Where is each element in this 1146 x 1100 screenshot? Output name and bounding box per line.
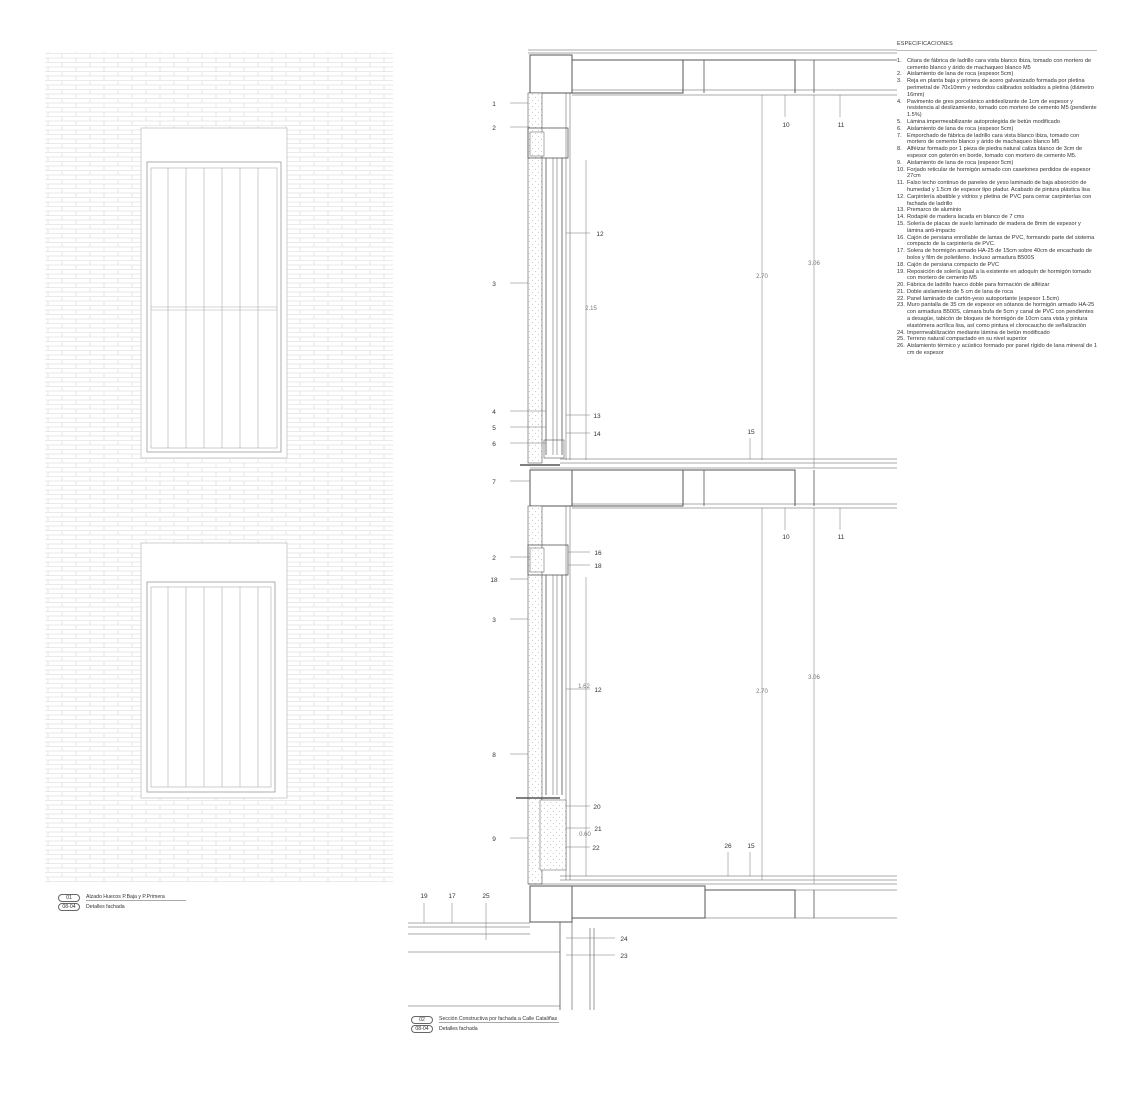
- specification-number: 20.: [897, 282, 905, 289]
- specification-item: [897, 289, 1097, 296]
- label-left-7: 7: [492, 479, 496, 486]
- specification-text: Pavimento de gres porcelánico antideslizante de 1cm de espesor y resistencia al deslizamiento, tomado con mortero de cemento M5 (pendiente 1.5%): [907, 98, 1097, 119]
- specification-item: [897, 221, 1097, 235]
- specification-text: Emporchado de fábrica de ladrillo cara vista blanco ibiza, tomado con mortero de cemento blanco y árido de machaqueo blanco M5: [907, 132, 1080, 146]
- specification-number: 6.: [897, 125, 902, 132]
- ground-slab: [528, 876, 897, 922]
- specification-number: 12.: [897, 193, 905, 200]
- specification-number: 11.: [897, 180, 905, 187]
- specification-number: 25.: [897, 336, 905, 343]
- label-left-3b: 3: [492, 617, 496, 624]
- specification-number: 21.: [897, 288, 905, 295]
- specification-text: Cajón de persiana enrollable de lamas de PVC, formando parte del sistema compacto de la carpintería de PVC.: [907, 234, 1095, 248]
- specification-text: Falso techo continuo de paneles de yeso laminado de baja absorción de humedad y 1.5cm de espesor tipo pladur. Acabado de pintura plástica lisa: [907, 180, 1090, 193]
- specification-item: [897, 262, 1097, 269]
- specification-number: 14.: [897, 214, 905, 221]
- caption-subtitle: Detalles fachada: [439, 1025, 478, 1032]
- specification-item: [897, 119, 1097, 126]
- specification-text: Terreno natural compactado en su nivel superior: [907, 336, 1027, 343]
- caption-section: [411, 1015, 559, 1033]
- label-left-6: 6: [492, 441, 496, 448]
- caption-sheet: 08-04: [411, 1025, 433, 1033]
- label-floor-10: 10: [782, 122, 790, 129]
- label-left-18: 18: [490, 577, 498, 584]
- lower-window: [141, 543, 287, 798]
- label-bottom-24: 24: [620, 936, 628, 943]
- label-bottom-23: 23: [620, 953, 628, 960]
- label-inner-22: 22: [592, 845, 600, 852]
- caption-subtitle: Detalles fachada: [86, 903, 125, 910]
- specification-text: Forjado reticular de hormigón armado con casetones perdidos de espesor 27cm: [907, 166, 1091, 180]
- specification-item: [897, 71, 1097, 78]
- facade-elevation: [45, 52, 393, 882]
- label-left-1: 1: [492, 101, 496, 108]
- label-bottom-25: 25: [482, 893, 490, 900]
- specification-text: Impermeabilización mediante lámina de betún modificado: [907, 329, 1050, 336]
- label-left-5: 5: [492, 425, 496, 432]
- specification-text: Aislamiento de lana de roca (espesor 5cm): [907, 71, 1014, 78]
- specification-item: [897, 146, 1097, 160]
- specification-text: Aislamiento de lana de roca (espesor 5cm): [907, 125, 1014, 132]
- dim-3-06b: 3.06: [808, 675, 820, 681]
- label-floor-15: 15: [747, 429, 755, 436]
- specification-item: [897, 126, 1097, 133]
- specification-text: Aislamiento térmico y acústico formado por panel rígido de lana mineral de 1 cm de espesor: [907, 343, 1097, 357]
- specification-item: [897, 99, 1097, 119]
- specification-text: Citara de fábrica de ladrillo cara vista blanco ibiza, tomado con mortero de cemento blanco y árido de machaqueo blanco M5: [907, 57, 1092, 71]
- specification-number: 19.: [897, 268, 905, 275]
- specification-number: 16.: [897, 234, 905, 241]
- specification-number: 13.: [897, 207, 905, 214]
- section-labels: [420, 101, 844, 960]
- dim-1-62: 1.62: [578, 684, 590, 690]
- specification-number: 26.: [897, 343, 905, 350]
- middle-slab: [530, 459, 897, 508]
- caption-title: Alzado Huecos P.Baja y P.Primera: [86, 894, 186, 901]
- dim-2-70b: 2.70: [756, 689, 768, 695]
- caption-number: 01: [58, 894, 80, 902]
- label-left-3: 3: [492, 281, 496, 288]
- specification-text: Reposición de solería igual a la existente en adoquín de hormigón tomado con mortero de cemento M5: [907, 268, 1092, 282]
- label-floor-26: 26: [724, 843, 732, 850]
- specification-text: Aislamiento de lana de roca (espesor 5cm): [907, 159, 1014, 166]
- specification-item: [897, 302, 1097, 329]
- label-left-4: 4: [492, 409, 496, 416]
- specification-item: [897, 58, 1097, 72]
- dimension-lines: [424, 95, 840, 955]
- specification-number: 7.: [897, 132, 902, 139]
- specification-text: Doble aislamiento de 5 cm de lana de roca: [907, 288, 1014, 295]
- dim-2-70: 2.70: [756, 274, 768, 280]
- caption-number: 02: [411, 1016, 433, 1024]
- specification-number: 15.: [897, 220, 905, 227]
- label-inner-14: 14: [593, 431, 601, 438]
- specification-item: [897, 343, 1097, 357]
- specification-number: 22.: [897, 295, 905, 302]
- dim-0-60: 0.60: [579, 832, 591, 838]
- specification-item: [897, 78, 1097, 98]
- label-bottom-17: 17: [448, 893, 456, 900]
- specifications-list: [897, 58, 1097, 357]
- specifications-title: ESPECIFICACIONES: [897, 41, 1097, 51]
- specifications-panel: [897, 41, 1097, 357]
- specification-item: [897, 269, 1097, 283]
- label-floor-10b: 10: [782, 534, 790, 541]
- constructive-section: [408, 50, 897, 1010]
- label-left-2: 2: [492, 125, 496, 132]
- specification-item: [897, 214, 1097, 221]
- label-left-9: 9: [492, 836, 496, 843]
- specification-number: 18.: [897, 261, 905, 268]
- label-floor-11: 11: [837, 122, 845, 129]
- specification-item: [897, 133, 1097, 147]
- specification-item: [897, 160, 1097, 167]
- label-inner-20: 20: [593, 804, 601, 811]
- specification-number: 24.: [897, 329, 905, 336]
- specification-text: Rodapié de madera lacada en blanco de 7 cms: [907, 214, 1025, 221]
- specification-item: [897, 330, 1097, 337]
- label-inner-16: 16: [594, 550, 602, 557]
- specification-number: 3.: [897, 78, 902, 85]
- caption-elevation: [58, 893, 186, 911]
- specification-text: Premarco de aluminio: [907, 207, 962, 214]
- label-inner-21: 21: [594, 826, 602, 833]
- specification-text: Solera de hormigón armado HA-25 de 15cm sobre 40cm de encachado de bolos y film de polietileno. Incluso armadura B500S: [907, 248, 1093, 261]
- specification-text: Carpintería abatible y vidrios y pletina de PVC para cerrar carpinterías con fachada de ladrillo: [907, 193, 1092, 207]
- label-left-8: 8: [492, 752, 496, 759]
- specification-number: 2.: [897, 71, 902, 78]
- specification-text: Fábrica de ladrillo hueco doble para formación de alféizar: [907, 282, 1050, 289]
- caption-sheet: 08-04: [58, 903, 80, 911]
- specification-number: 4.: [897, 98, 902, 105]
- specification-text: Panel laminado de cartón-yeso autoportante (espesor 1.5cm): [907, 295, 1060, 302]
- specification-item: [897, 248, 1097, 262]
- specification-number: 5.: [897, 118, 902, 125]
- specification-text: Alféizar formado por 1 pieza de piedra natural caliza blanco de 3cm de espesor con goterón en borde, tomado con mortero de cemento M5.: [907, 146, 1083, 159]
- specification-text: Muro pantalla de 35 cm de espesor en sótanos de hormigón armado HA-25 con armadura B500S, cámara bufa de 5cm y canal de PVC con pendientes a desagüe, tabicón de bloques de hormigón de 10cm cara vista y pintura elastómera acrílica lisa, así como pintura el clorocaucho de señalización: [907, 302, 1095, 329]
- specification-text: Cajón de persiana compacto de PVC: [907, 261, 1000, 268]
- label-inner-18: 18: [594, 563, 602, 570]
- specification-number: 1.: [897, 57, 902, 64]
- top-slab: [528, 50, 897, 95]
- caption-title: Sección Constructiva por fachada a Calle Cataliñas: [439, 1016, 558, 1022]
- label-floor-15b: 15: [747, 843, 755, 850]
- specification-item: [897, 180, 1097, 194]
- label-bottom-19: 19: [420, 893, 428, 900]
- label-inner-12: 12: [596, 231, 604, 238]
- dimension-labels: [578, 261, 820, 838]
- label-inner-13: 13: [593, 413, 601, 420]
- specification-number: 9.: [897, 159, 902, 166]
- specification-number: 23.: [897, 302, 905, 309]
- specification-item: [897, 235, 1097, 249]
- label-inner-12b: 12: [594, 687, 602, 694]
- upper-window: [141, 128, 287, 458]
- specification-text: Reja en planta baja y primera de acero galvanizado formada por pletina perimetral de 70x10mm y redondos calibrados soldados a pletina (diámetro 16mm): [907, 78, 1094, 98]
- specification-item: [897, 167, 1097, 181]
- specification-item: [897, 336, 1097, 343]
- dim-3-06: 3.06: [808, 261, 820, 267]
- specification-number: 17.: [897, 248, 905, 255]
- specification-item: [897, 296, 1097, 303]
- specification-text: Solería de placas de suelo laminado de madera de 8mm de espesor y lámina anti-impacto: [907, 220, 1081, 234]
- specification-number: 10.: [897, 166, 905, 173]
- label-floor-11b: 11: [837, 534, 845, 541]
- specification-item: [897, 282, 1097, 289]
- dim-2-15: 2.15: [585, 306, 597, 312]
- label-left-2b: 2: [492, 555, 496, 562]
- specification-number: 8.: [897, 146, 902, 153]
- specification-item: [897, 207, 1097, 214]
- specification-item: [897, 194, 1097, 208]
- specification-text: Lámina impermeabilizante autoprotegida de betún modificado: [907, 118, 1060, 125]
